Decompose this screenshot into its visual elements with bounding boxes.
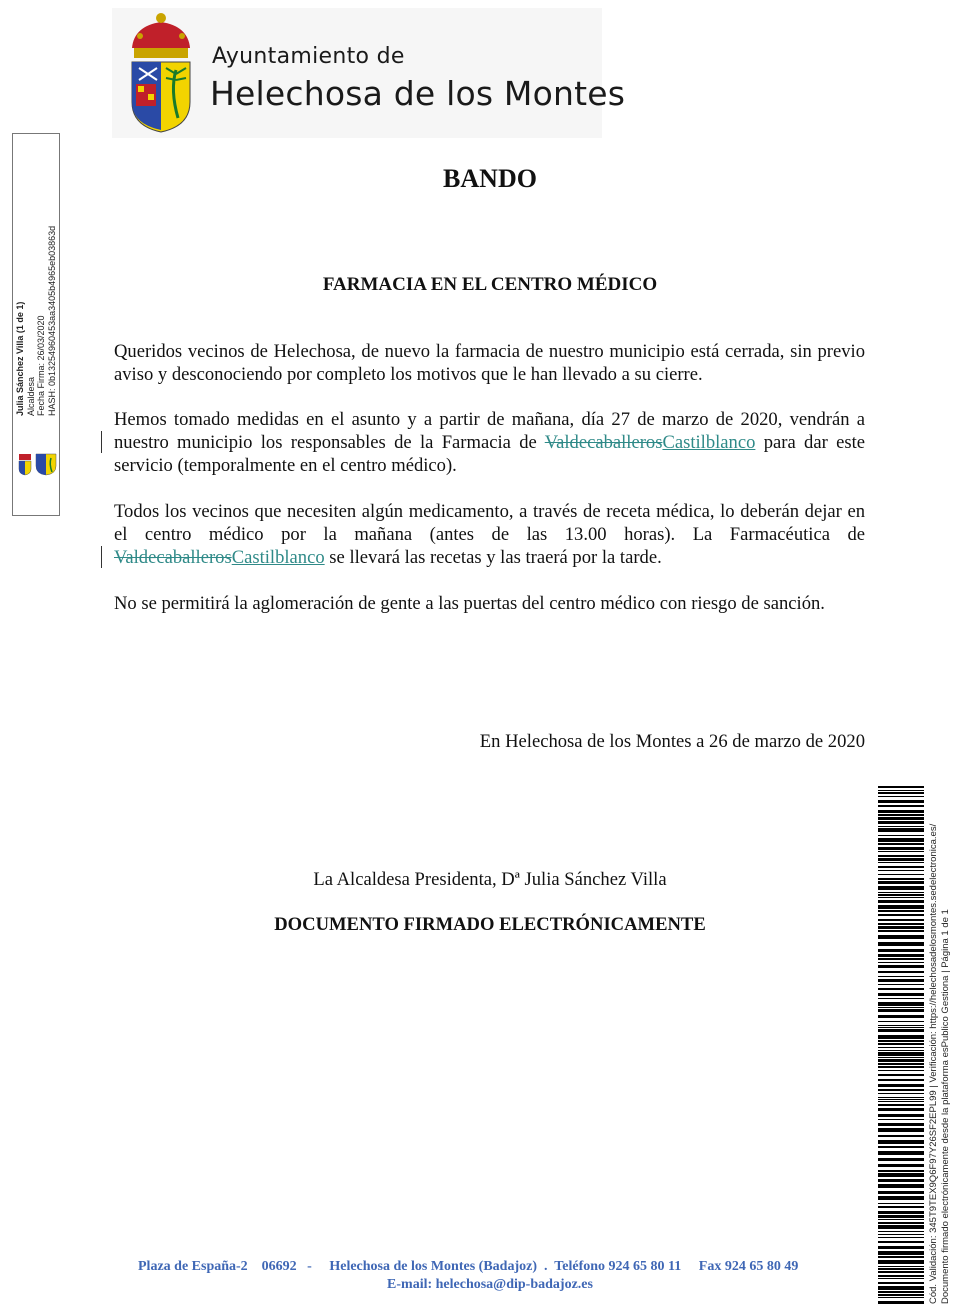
org-name-line1: Ayuntamiento de: [212, 44, 405, 69]
coat-of-arms-logo: [124, 10, 198, 134]
deleted-text: Valdecaballeros: [544, 432, 663, 453]
stamp-crest-icon: [18, 452, 32, 476]
inserted-text: Castilblanco: [662, 432, 756, 453]
paragraph-2-text-a: Hemos tomado medidas en el asunto y a partir de mañana, día 27 de marzo de 2020, vendrán a nuestro municipio los responsables de la Farmacia de: [114, 409, 865, 453]
signature-stamp-text: [15, 116, 59, 416]
paragraph-3: [114, 500, 865, 569]
paragraph-3-text-b: se llevará las recetas y las traerá por la tarde.: [324, 547, 662, 568]
paragraph-3-text-a: Todos los vecinos que necesiten algún medicamento, a través de receta médica, lo deberán dejar en el centro médico por la mañana (antes de las 13.00 horas). La Farmacéutica de: [114, 501, 865, 545]
inserted-text: Castilblanco: [231, 547, 325, 568]
signer-line: La Alcaldesa Presidenta, Dª Julia Sánchez Villa: [313, 869, 667, 890]
paragraph-1: Queridos vecinos de Helechosa, de nuevo la farmacia de nuestro municipio está cerrada, sin previo aviso y desconociendo por completo los motivos que le han llevado a su cierre.: [114, 341, 865, 385]
verification-line2: Documento firmado electrónicamente desde la plataforma esPublico Gestiona | Página 1 de 1: [939, 909, 951, 1304]
date-line: En Helechosa de los Montes a 26 de marzo de 2020: [479, 731, 865, 752]
document-subtitle: FARMACIA EN EL CENTRO MÉDICO: [322, 274, 658, 295]
verification-line1: Cód. Validación: 345T9TEX9Q6F97Y26SF2EPL99 | Verificación: https://helechosadelosmontes.sedelectronica.es/: [928, 823, 939, 1304]
verification-text: [928, 784, 954, 1304]
signed-notice: DOCUMENTO FIRMADO ELECTRÓNICAMENTE: [274, 914, 706, 935]
document-title: BANDO: [443, 164, 537, 193]
stamp-hash: HASH: 0b13254960453aa3405b4965eb03863d: [46, 225, 57, 416]
paragraph-2: [114, 408, 865, 477]
footer-address: Plaza de España-2 06692 - Helechosa de los Montes (Badajoz) . Teléfono 924 65 80 11 Fax 924 65 80 49: [138, 1259, 799, 1274]
paragraph-2-text-b: para dar este servicio (temporalmente en el centro médico).: [114, 432, 865, 476]
org-name-line2: Helechosa de los Montes: [210, 74, 626, 113]
stamp-role: Alcaldesa: [25, 376, 36, 416]
change-bar: [101, 546, 102, 568]
deleted-text: Valdecaballeros: [114, 547, 232, 568]
change-bar: [101, 431, 102, 453]
footer-email: E-mail: helechosa@dip-badajoz.es: [387, 1277, 593, 1292]
barcode-icon: [878, 786, 924, 1304]
paragraph-4: No se permitirá la aglomeración de gente a las puertas del centro médico con riesgo de sanción.: [114, 593, 825, 614]
stamp-date: Fecha Firma: 26/03/2020: [36, 315, 46, 416]
stamp-emblem-icon: [34, 452, 58, 476]
stamp-signer: Julia Sánchez Villa (1 de 1): [15, 301, 25, 416]
